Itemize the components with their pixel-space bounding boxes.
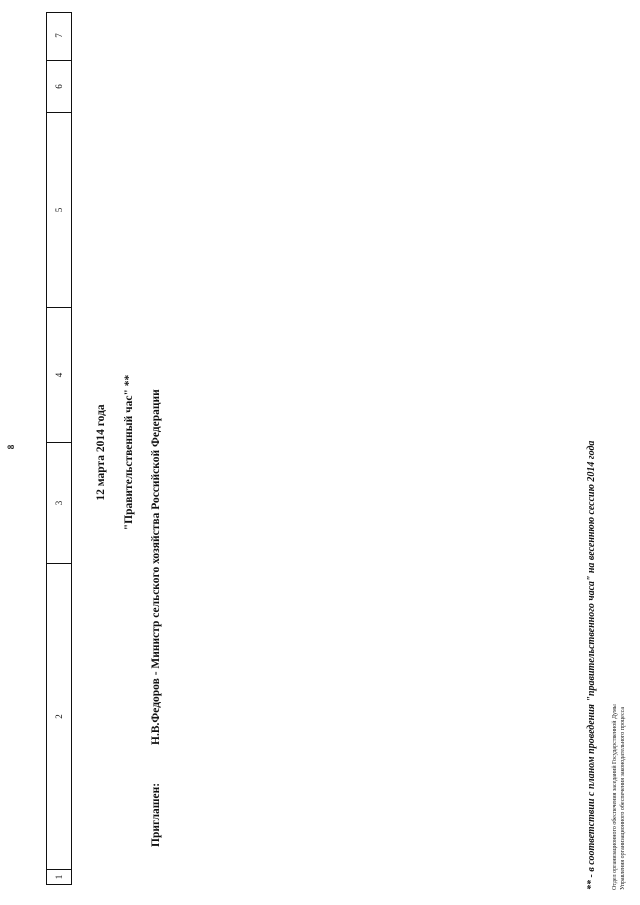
session-date: 12 марта 2014 года <box>95 404 107 501</box>
invited-person: Н.В.Федоров - Министр сельского хозяйства Российской Федерации <box>150 389 162 745</box>
page-number: 8 <box>6 444 16 450</box>
department-line-1: Отдел организационного обеспечения заседаний Государственной Думы <box>612 704 618 890</box>
column-6: 6 <box>47 60 71 112</box>
column-7: 7 <box>54 33 64 38</box>
column-5: 5 <box>47 112 71 307</box>
column-number-table <box>46 12 72 885</box>
footnote: ** - в соответствии с планом проведения "правительственного часа" на весеннюю сессию 2014 года <box>586 440 597 890</box>
government-hour-title: "Правительственный час" ** <box>123 374 135 531</box>
invited-label: Приглашен: <box>150 782 162 847</box>
column-1: 1 <box>47 869 71 884</box>
department-line-2: Управления организационного обеспечения законодательного процесса <box>620 706 626 890</box>
column-3: 3 <box>47 442 71 563</box>
column-2: 2 <box>47 563 71 869</box>
invited-line <box>150 389 162 847</box>
column-4: 4 <box>47 307 71 442</box>
